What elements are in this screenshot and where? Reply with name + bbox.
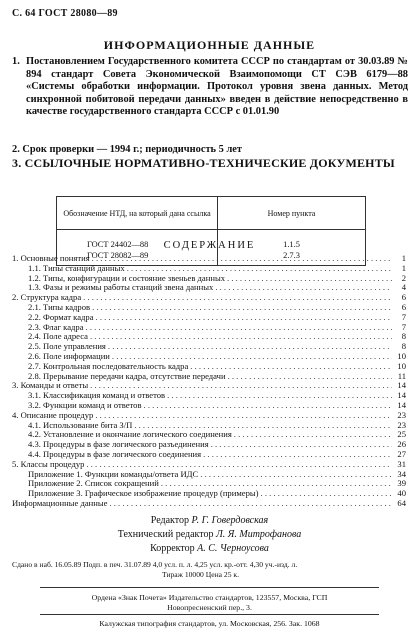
toc-row-page: 2 [401, 273, 406, 283]
toc-row [12, 254, 406, 264]
info-item-1-text: Постановлением Государственного комитета СССР по стандартам от 30.03.89 № 894 стандарт Совета Экономической Взаимопомощи СТ СЭВ 6179—88 «Системы обработки информации. Протокол уровня звена данных. Метод синхронной побитовой передачи данных» введен в действие непосредственно в качестве государственного стандарта СССР с 01.01.90 [26, 56, 408, 118]
toc-row-label: 3. Команды и ответы [12, 381, 89, 391]
divider [40, 587, 379, 588]
reference-table-docs: ГОСТ 24402—88 ГОСТ 28082—89 [57, 230, 218, 266]
toc-row-label: 2.6. Поле информации [28, 351, 110, 361]
info-item-2: 2. Срок проверки — 1994 г.; периодичность 5 лет [12, 144, 242, 155]
publisher-line-1: Ордена «Знак Почета» Издательство стандартов, 123557, Москва, ГСП [91, 593, 328, 602]
toc-row-leader [109, 499, 392, 509]
toc-row [12, 401, 406, 411]
toc-row [12, 381, 406, 391]
reference-table-col-point: Номер пункта [218, 197, 366, 230]
printer-line: Калужская типография стандартов, ул. Московская, 256. Зак. 1068 [99, 619, 320, 628]
toc-row-page: 10 [397, 351, 406, 361]
toc-row [12, 283, 406, 293]
toc-row-page: 7 [401, 322, 406, 332]
toc-row-label: 5. Классы процедур [12, 459, 85, 469]
toc-row-page: 40 [397, 489, 406, 499]
toc-row-page: 23 [397, 420, 406, 430]
toc-row [12, 352, 406, 362]
toc-row [12, 391, 406, 401]
toc-row-page: 8 [401, 342, 406, 352]
credit-corr-name: А. С. Черноусова [197, 543, 269, 554]
toc-row-label: 2.5. Поле управления [28, 342, 106, 352]
toc-row [12, 332, 406, 342]
toc-row-page: 26 [397, 440, 406, 450]
reference-table-header [57, 197, 366, 230]
toc-row-label: 1. Основные понятия [12, 254, 90, 263]
toc-row-label: Приложение 3. Графическое изображение процедур (примеры) [28, 489, 259, 499]
toc-row-page: 11 [397, 371, 406, 381]
toc-row-leader [167, 391, 392, 401]
toc-row-leader [95, 411, 392, 421]
toc-row-leader [215, 283, 392, 293]
toc-row-label: 1.2. Типы, конфигурации и состояние звеньев данных [28, 273, 226, 283]
toc-row [12, 313, 406, 323]
toc-row-leader [144, 401, 392, 411]
toc-row [12, 264, 406, 274]
toc-row-page: 14 [397, 400, 406, 410]
credit-corr-role: Корректор [150, 543, 195, 554]
toc-row-leader [86, 460, 392, 470]
toc-row-leader [261, 489, 392, 499]
toc-row [12, 430, 406, 440]
toc-row-leader [228, 372, 392, 382]
toc-row-label: 4. Описание процедур [12, 410, 94, 420]
divider-2 [40, 614, 379, 615]
credit-corrector [0, 543, 419, 554]
imprint [12, 560, 408, 580]
reference-table-points: 1.1.5 2.7.3 [218, 230, 366, 266]
toc-row [12, 323, 406, 333]
info-item-3: 3. ССЫЛОЧНЫЕ НОРМАТИВНО-ТЕХНИЧЕСКИЕ ДОКУМЕНТЫ [12, 156, 395, 170]
toc-row-page: 64 [397, 498, 406, 508]
toc-row [12, 411, 406, 421]
credit-editor [0, 515, 419, 526]
toc-row-page: 7 [401, 312, 406, 322]
toc-row-label: 4.3. Процедуры в фазе логического разъединения [28, 440, 209, 450]
toc-row [12, 460, 406, 470]
info-item-1-number: 1. [12, 56, 20, 67]
toc-row-leader [90, 332, 392, 342]
toc-row-page: 6 [401, 302, 406, 312]
toc-row-label: 2.1. Типы кадров [28, 302, 91, 312]
toc-row-label: 2. Структура кадра [12, 293, 82, 303]
toc-row-label: Приложение 2. Список сокращений [28, 479, 159, 489]
toc-row-label: 2.7. Контрольная последовательность кадра [28, 361, 189, 371]
page-header: С. 64 ГОСТ 28080—89 [12, 8, 118, 19]
toc-row-label: 4.2. Установление и окончание логического соединения [28, 430, 232, 440]
toc-row-page: 39 [397, 479, 406, 489]
toc-row-page: 34 [397, 469, 406, 479]
toc-row [12, 421, 406, 431]
toc-row-leader [108, 342, 392, 352]
table-of-contents [12, 254, 406, 509]
toc-row-label: 2.8. Прерывание передачи кадра, отсутствие передачи [28, 371, 226, 381]
publisher-line-2: Новопресненский пер., 3. [167, 603, 252, 612]
toc-row-page: 27 [397, 449, 406, 459]
credit-tech-name: Л. Я. Митрофанова [216, 529, 302, 540]
toc-row-page: 4 [401, 283, 406, 293]
toc-row-label: 1.3. Фазы и режимы работы станций звена данных [28, 283, 214, 293]
toc-row [12, 362, 406, 372]
toc-row-leader [134, 421, 392, 431]
info-item-1 [12, 56, 408, 119]
toc-row-leader [127, 264, 392, 274]
toc-row-leader [211, 440, 392, 450]
toc-row-leader [86, 323, 392, 333]
section-title: ИНФОРМАЦИОННЫЕ ДАННЫЕ [103, 38, 316, 52]
toc-row [12, 372, 406, 382]
toc-row-leader [200, 470, 392, 480]
toc-row-leader [234, 430, 392, 440]
toc-row-page: 25 [397, 430, 406, 440]
toc-row [12, 470, 406, 480]
toc-row-leader [96, 313, 392, 323]
toc-row-label: 3.2. Функции команд и ответов [28, 400, 142, 410]
toc-row [12, 293, 406, 303]
toc-row-page: 23 [397, 410, 406, 420]
toc-row-leader [112, 352, 392, 362]
toc-row-label: Информационные данные [12, 498, 108, 508]
toc-row [12, 479, 406, 489]
credit-tech-role: Технический редактор [117, 529, 214, 540]
toc-row-label: 2.3. Флаг кадра [28, 322, 84, 332]
credit-editor-name: Р. Г. Говердовская [191, 515, 269, 526]
toc-row-leader [190, 362, 392, 372]
toc-row [12, 342, 406, 352]
toc-row-page: 14 [397, 381, 406, 391]
toc-row-leader [92, 254, 392, 264]
toc-row-page: 6 [401, 293, 406, 303]
toc-row-leader [161, 479, 392, 489]
toc-row-leader [227, 274, 392, 284]
toc-row-label: 2.2. Формат кадра [28, 312, 94, 322]
toc-row-label: 3.1. Классификация команд и ответов [28, 391, 166, 401]
toc-row [12, 450, 406, 460]
toc-row [12, 499, 406, 509]
credit-tech-editor [0, 529, 419, 540]
toc-title: СОДЕРЖАНИЕ [163, 240, 256, 251]
toc-row-label: 2.4. Поле адреса [28, 332, 88, 342]
credit-editor-role: Редактор [150, 515, 190, 526]
reference-table-col-ntd: Обозначение НТД, на который дана ссылка [57, 197, 218, 230]
toc-row-page: 1 [401, 263, 406, 273]
toc-row [12, 489, 406, 499]
toc-row-label: 4.4. Процедуры в фазе логического соединения [28, 449, 202, 459]
toc-row [12, 274, 406, 284]
imprint-line-2: Тираж 10000 Цена 25 к. [162, 570, 239, 579]
toc-row-label: Приложение 1. Функции команды/ответа ИДС [28, 469, 199, 479]
toc-row-label: 1.1. Типы станций данных [28, 263, 125, 273]
toc-row-page: 8 [401, 332, 406, 342]
toc-row-leader [92, 303, 392, 313]
toc-row-leader [90, 381, 392, 391]
toc-row-page: 14 [397, 391, 406, 401]
toc-row-leader [203, 450, 392, 460]
toc-row-page: 10 [397, 361, 406, 371]
toc-row-label: 4.1. Использование бита З/П [28, 420, 133, 430]
toc-row-page: 31 [397, 459, 406, 469]
toc-row-page: 1 [401, 254, 406, 263]
toc-row [12, 440, 406, 450]
toc-row-leader [83, 293, 392, 303]
toc-row [12, 303, 406, 313]
imprint-line-1: Сдано в наб. 16.05.89 Подп. в печ. 31.07.89 4,0 усл. п. л. 4,25 усл. кр.-отт. 4,30 уч.-изд. л. [12, 560, 298, 569]
